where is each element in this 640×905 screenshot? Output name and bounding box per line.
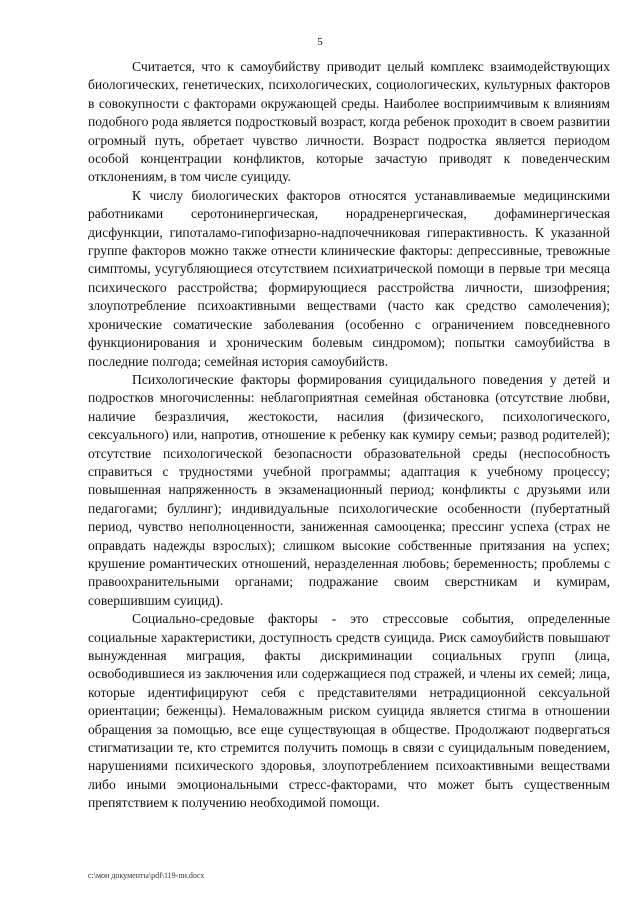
footer-file-path: с:\мои документы\pdf\119-пи.docx [88,871,205,880]
document-body [88,58,610,813]
page-number: 5 [317,36,323,48]
paragraph-intro: Считается, что к самоубийству приводит целый комплекс взаимодействующих биологических, генетических, психологических, социологических, культурных факторов в совокупности с факторами окружающей среды. Наиболее восприимчивым к влияниям подобного рода является подростковый возраст, когда ребенок проходит в своем развитии огромный путь, обретает чувство личности. Возраст подростка является периодом особой концентрации конфликтов, которые зачастую приводят к поведенческим отклонениям, в том числе суициду. [88,59,610,185]
paragraph-social-factors: Социально-средовые факторы - это стрессовые события, определенные социальные характеристики, доступность средств суицида. Риск самоубийств повышают вынужденная миграция, факты дискриминации социальных групп (лица, освободившиеся из заключения или содержащиеся под стражей, и члены их семей; лица, которые идентифицируют себя с представителями нетрадиционной сексуальной ориентации; беженцы). Немаловажным риском суицида является стигма в отношении обращения за помощью, все еще существующая в обществе. Продолжают подвергаться стигматизации те, кто стремится получить помощь в связи с суицидальным поведением, нарушениями психического здоровья, злоупотреблением психоактивными веществами либо иными эмоциональными стресс-факторами, что может быть существенным препятствием к получению необходимой помощи. [88,611,610,811]
paragraph-biological-factors: К числу биологических факторов относятся устанавливаемые медицинскими работниками серотонинергическая, норадренергическая, дофаминергическая дисфункции, гипоталамо-гипофизарно-надпочечниковая гиперактивность. К указанной группе факторов можно также отнести клинические факторы: депрессивные, тревожные симптомы, усугубляющиеся отсутствием психиатрической помощи в первые три месяца психического расстройства; формирующиеся расстройства личности, шизофрения; злоупотребление психоактивными веществами (часто как средство самолечения); хронические соматические заболевания (особенно с ограничением повседневного функционирования и хроническим болевым синдромом); попытки самоубийства в последние полгода; семейная история самоубийств. [88,187,610,369]
paragraph-psychological-factors: Психологические факторы формирования суицидального поведения у детей и подростков многочисленны: неблагоприятная семейная обстановка (отсутствие любви, наличие безразличия, жестокости, насилия (физического, психологического, сексуального) или, напротив, отношение к ребенку как кумиру семьи; развод родителей); отсутствие психологической безопасности образовательной среды (неспособность справиться с трудностями учебной программы; адаптация к учебному процессу; повышенная напряженность в экзаменационный период; конфликты с друзьями или педагогами; буллинг); индивидуальные психологические особенности (пубертатный период, чувство неполноценности, заниженная самооценка; прессинг успеха (страх не оправдать надежды взрослых); слишком высокие собственные притязания на успех; крушение романтических отношений, неразделенная любовь; беременность; проблемы с правоохранительными органами; подражание своим сверстникам и кумирам, совершившим суицид). [88,371,610,608]
